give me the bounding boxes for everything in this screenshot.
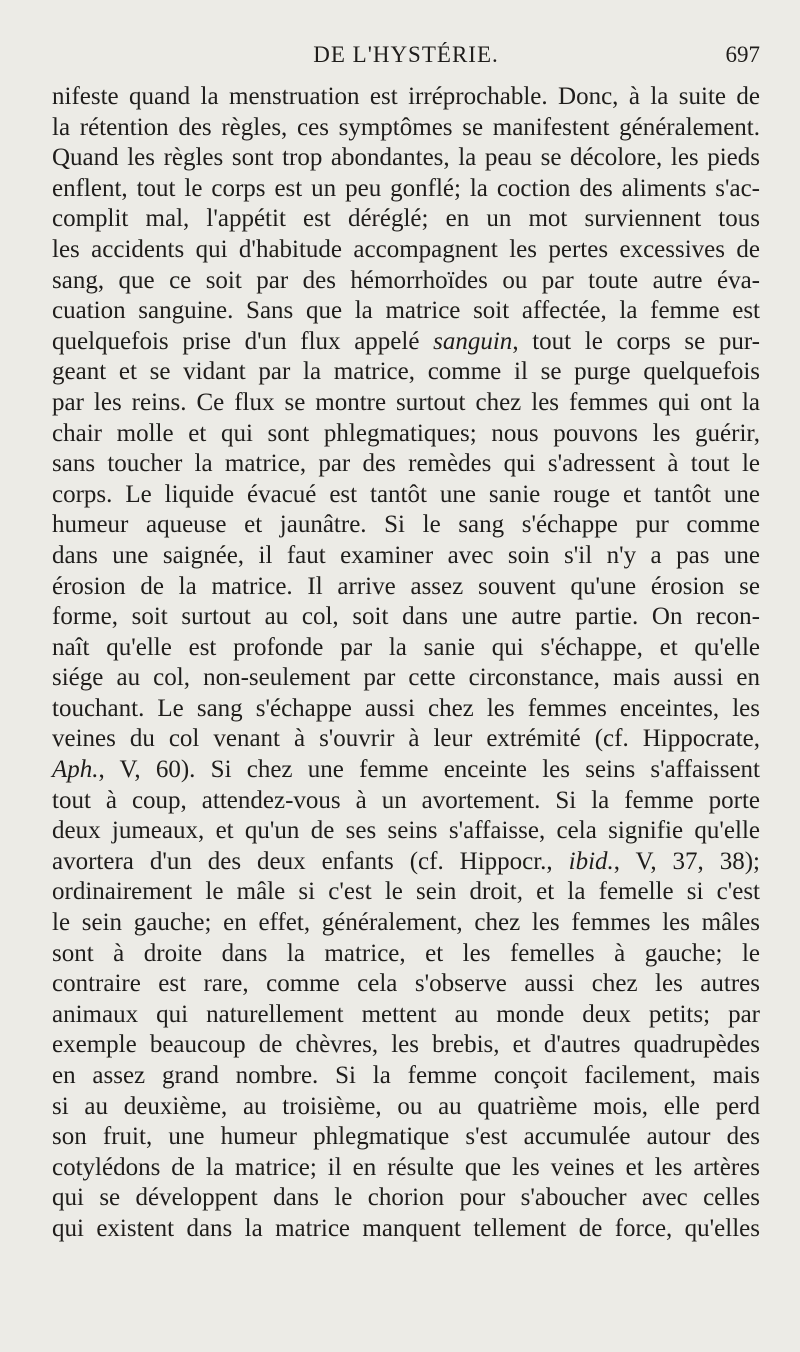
text-line: exemple beaucoup de chèvres, les brebis, et d'autres quadrupèdes (52, 1031, 760, 1059)
text-line: humeur aqueuse et jaunâtre. Si le sang s'échappe pur comme (52, 511, 760, 539)
text-line: enflent, tout le corps est un peu gonflé; la coction des aliments s'ac- (52, 174, 760, 202)
text-line: érosion de la matrice. Il arrive assez souvent qu'une érosion se (52, 572, 760, 600)
text-line: animaux qui naturellement mettent au monde deux petits; par (52, 1000, 760, 1028)
text-line: corps. Le liquide évacué est tantôt une sanie rouge et tantôt une (52, 480, 760, 508)
text-line: chair molle et qui sont phlegmatiques; nous pouvons les guérir, (52, 419, 760, 447)
text-line: sont à droite dans la matrice, et les femelles à gauche; le (52, 939, 760, 967)
text-line: Aph., V, 60). Si chez une femme enceinte les seins s'affaissent (52, 756, 760, 784)
text-line: ordinairement le mâle si c'est le sein droit, et la femelle si c'est (52, 878, 760, 906)
text-line: nifeste quand la menstruation est irréprochable. Donc, à la suite de (52, 83, 760, 110)
text-line: siége au col, non-seulement par cette circonstance, mais aussi en (52, 664, 760, 692)
text-line: la rétention des règles, ces symptômes se manifestent généralement. (52, 113, 760, 141)
text-line: veines du col venant à s'ouvrir à leur extrémité (cf. Hippocrate, (52, 725, 760, 753)
text-line: si au deuxième, au troisième, ou au quatrième mois, elle perd (52, 1092, 760, 1120)
text-line: avortera d'un des deux enfants (cf. Hippocr., ibid., V, 37, 38); (52, 847, 760, 875)
text-line: dans une saignée, il faut examiner avec soin s'il n'y a pas une (52, 541, 760, 569)
text-line: cuation sanguine. Sans que la matrice soit affectée, la femme est (52, 297, 760, 325)
text-line: tout à coup, attendez-vous à un avortement. Si la femme porte (52, 786, 760, 814)
text-line: sans toucher la matrice, par des remèdes qui s'adressent à tout le (52, 450, 760, 478)
text-line: les accidents qui d'habitude accompagnent les pertes excessives de (52, 235, 760, 263)
text-line: quelquefois prise d'un flux appelé sanguin, tout le corps se pur- (52, 327, 760, 355)
text-line: naît qu'elle est profonde par la sanie qui s'échappe, et qu'elle (52, 633, 760, 661)
text-line: le sein gauche; en effet, généralement, chez les femmes les mâles (52, 909, 760, 937)
running-head (52, 42, 760, 78)
text-line: par les reins. Ce flux se montre surtout chez les femmes qui ont la (52, 388, 760, 416)
text-line: forme, soit surtout au col, soit dans une autre partie. On recon- (52, 603, 760, 631)
text-line: sang, que ce soit par des hémorrhoïdes ou par toute autre éva- (52, 266, 760, 294)
text-line: son fruit, une humeur phlegmatique s'est accumulée autour des (52, 1123, 760, 1151)
running-title: DE L'HYSTÉRIE. (313, 42, 499, 67)
text-line: qui existent dans la matrice manquent tellement de force, qu'elles (52, 1214, 760, 1242)
text-line: touchant. Le sang s'échappe aussi chez les femmes enceintes, les (52, 694, 760, 722)
text-line: complit mal, l'appétit est déréglé; en un mot surviennent tous (52, 205, 760, 233)
text-line: qui se développent dans le chorion pour s'aboucher avec celles (52, 1184, 760, 1212)
text-line: en assez grand nombre. Si la femme conçoit facilement, mais (52, 1062, 760, 1089)
text-line: deux jumeaux, et qu'un de ses seins s'affaisse, cela signifie qu'elle (52, 817, 760, 845)
text-line: contraire est rare, comme cela s'observe aussi chez les autres (52, 970, 760, 998)
text-line: Quand les règles sont trop abondantes, la peau se décolore, les pieds (52, 144, 760, 172)
text-line: geant et se vidant par la matrice, comme il se purge quelquefois (52, 358, 760, 386)
text-line: cotylédons de la matrice; il en résulte que les veines et les artères (52, 1153, 760, 1181)
page-number: 697 (725, 42, 760, 67)
body-text (52, 82, 760, 1245)
